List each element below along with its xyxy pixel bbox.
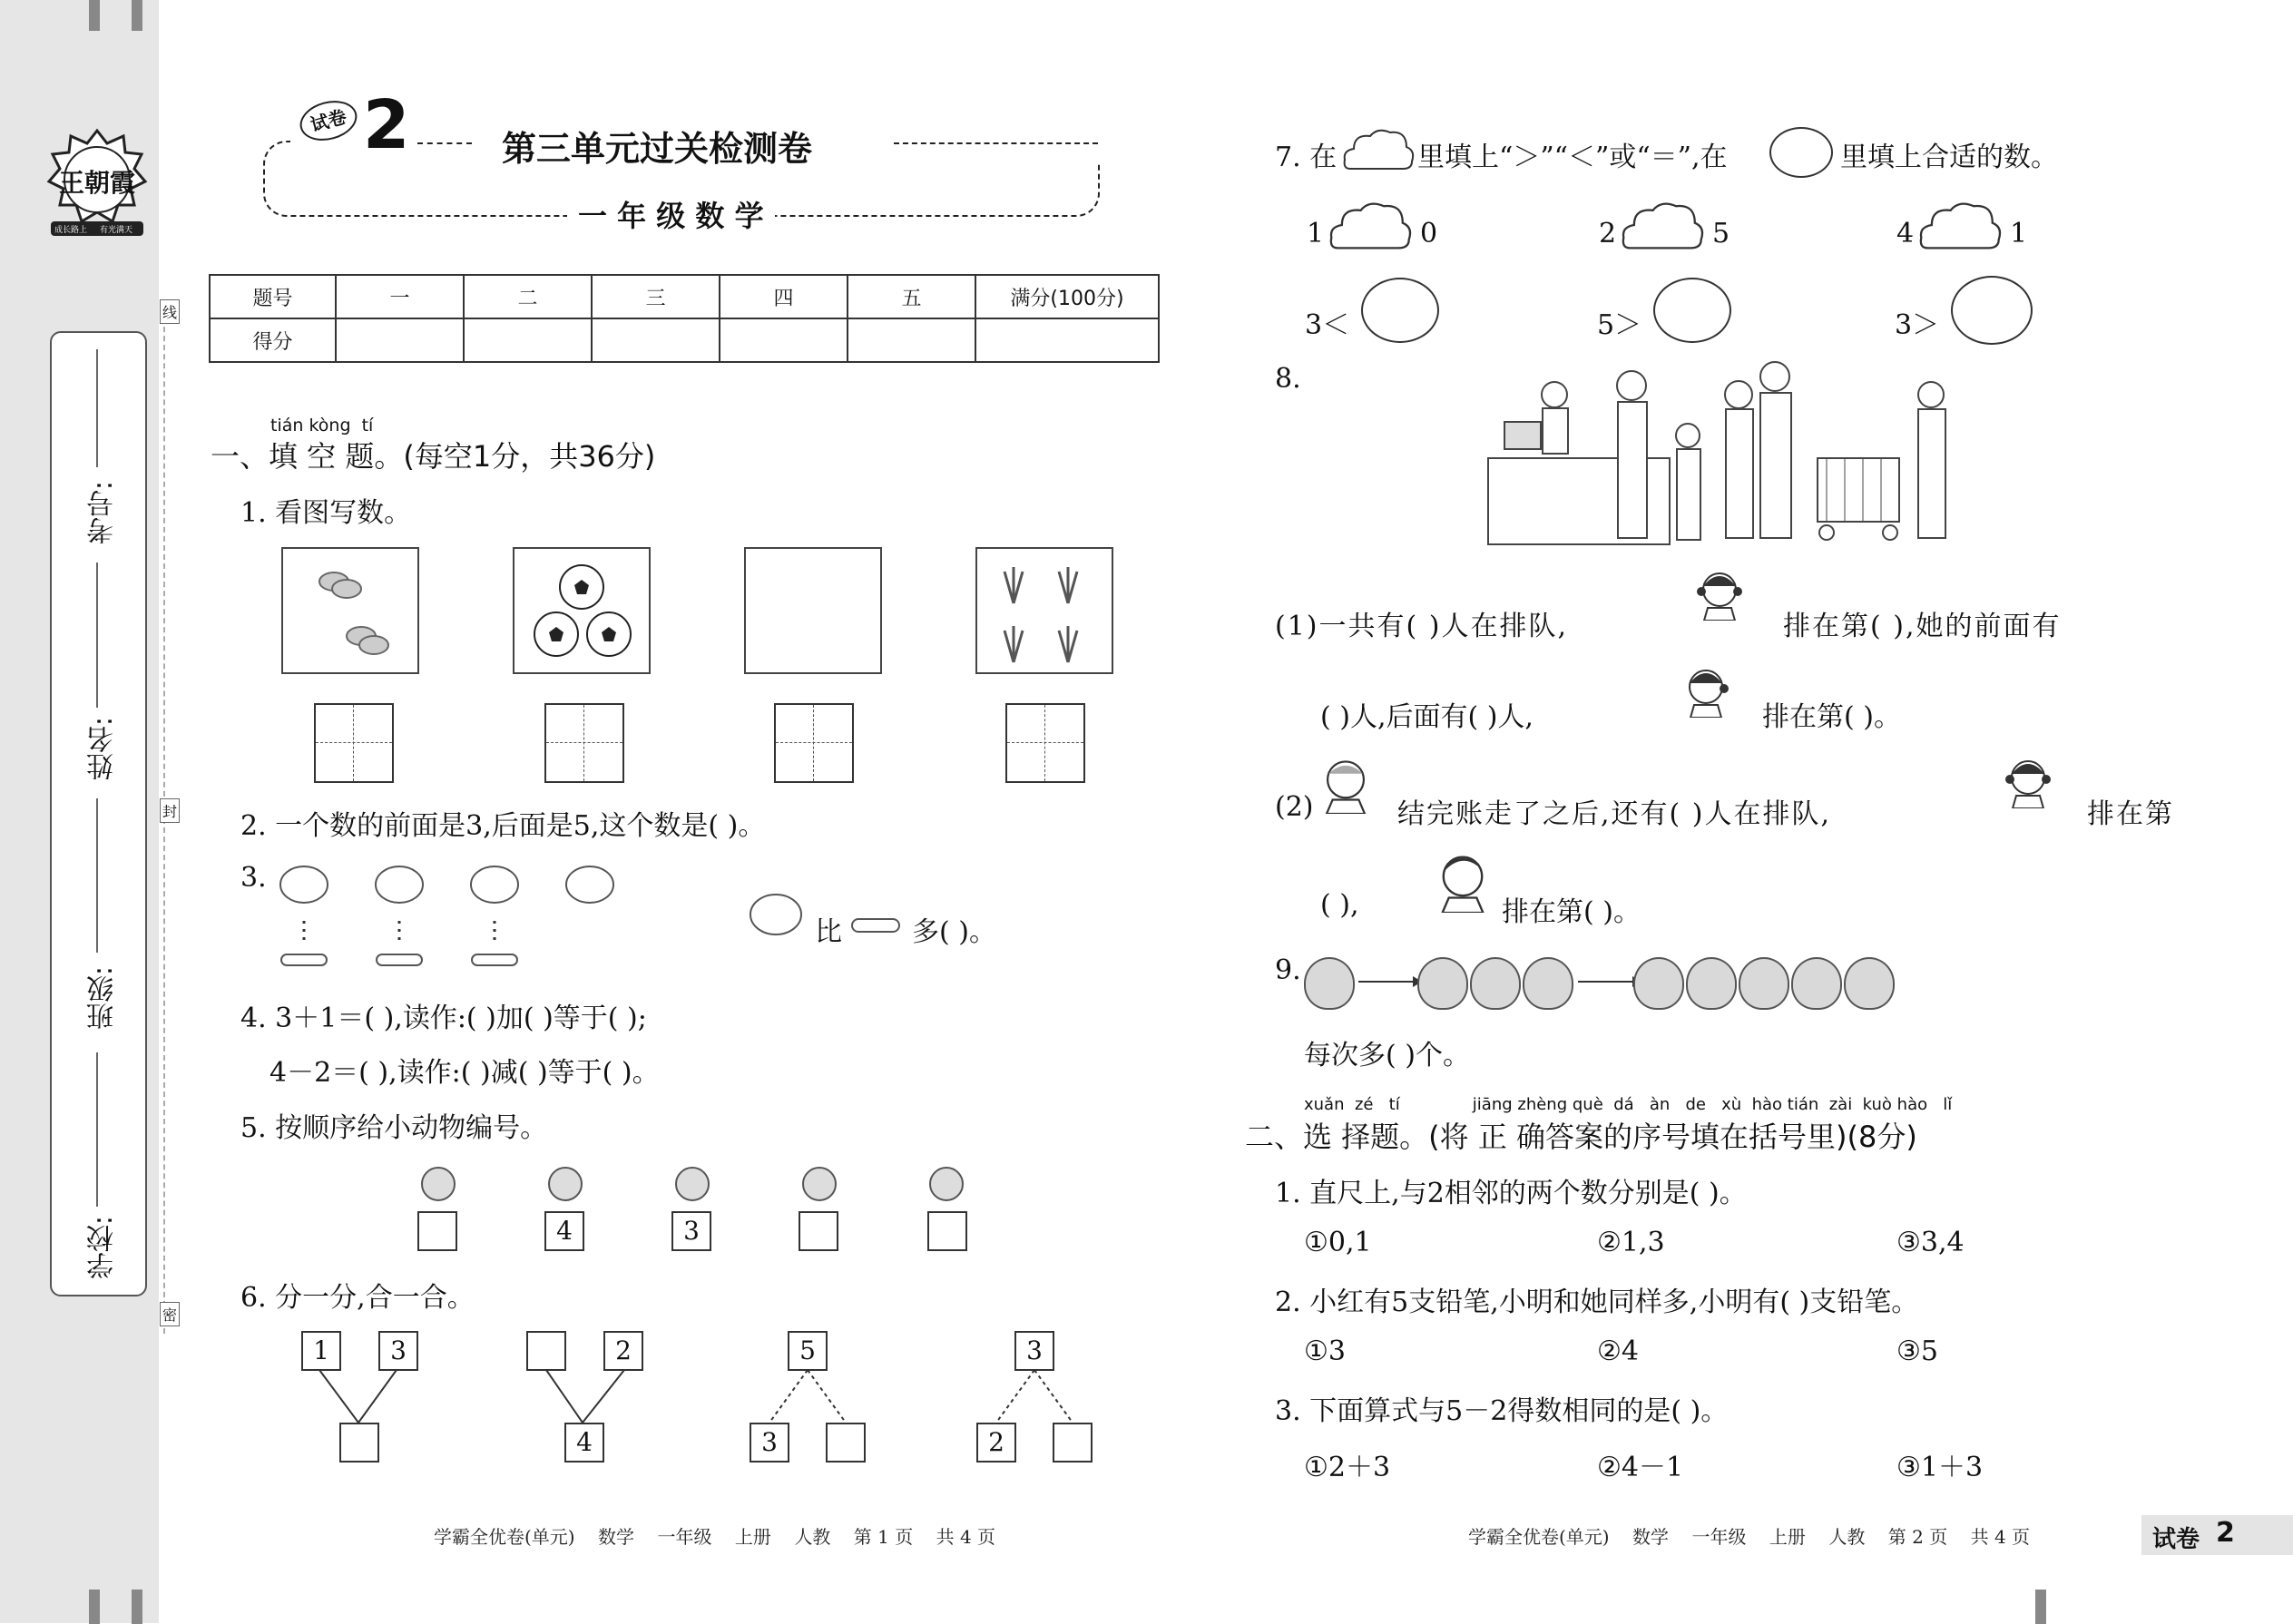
q8-2c: 排在第 xyxy=(2087,798,2174,830)
apple-icon xyxy=(1417,957,1468,1010)
girl-face-icon xyxy=(1683,667,1729,718)
score-cell[interactable] xyxy=(848,318,975,362)
score-col-3: 三 xyxy=(592,275,720,318)
q4-line2: 4－2＝( ),读作:( )减( )等于( )。 xyxy=(269,1057,660,1089)
q8-1b: 排在第( ),她的前面有 xyxy=(1783,611,2062,642)
page-tab-number: 2 xyxy=(2216,1517,2235,1549)
q8-2d: ( ), xyxy=(1320,889,1359,921)
name-label: 姓名: xyxy=(87,717,119,781)
brand-logo xyxy=(44,127,151,243)
class-label: 班级: xyxy=(87,966,119,1031)
apple-icon xyxy=(1523,957,1573,1010)
q7-num: 1 xyxy=(1307,218,1325,249)
footer-left: 学霸全优卷(单元) 数学 一年级 上册 人教 第 1 页 共 4 页 xyxy=(434,1526,996,1548)
answer-grid[interactable] xyxy=(544,703,624,783)
cloud-icon xyxy=(1341,125,1416,172)
empty-picture xyxy=(744,547,882,674)
s2-q1: 1. 直尺上,与2相邻的两个数分别是( )。 xyxy=(1275,1178,1747,1209)
number-box: 4 xyxy=(564,1423,604,1463)
id-field-line[interactable] xyxy=(96,349,98,467)
apple-icon xyxy=(1633,957,1684,1010)
oval-answer[interactable] xyxy=(1951,276,2033,345)
q9-number: 9. xyxy=(1275,954,1301,986)
q8-1a: (1)一共有( )人在排队, xyxy=(1275,611,1568,642)
crop-mark xyxy=(89,1590,100,1624)
q7-expr: 3＞ xyxy=(1895,309,1940,341)
class-field-line[interactable] xyxy=(96,798,98,953)
header-number: 2 xyxy=(363,86,410,164)
id-label: 考号: xyxy=(87,481,119,545)
answer-box[interactable] xyxy=(339,1423,379,1463)
animal-order-box[interactable] xyxy=(417,1211,457,1251)
page-subtitle: 一 年 级 数 学 xyxy=(567,193,775,235)
s2-q3-opt-2[interactable]: ②4－1 xyxy=(1597,1452,1684,1483)
oval-answer[interactable] xyxy=(1361,278,1439,343)
oval-icon xyxy=(1769,127,1833,178)
s2-q1-opt-2[interactable]: ②1,3 xyxy=(1597,1227,1665,1258)
girl-face-icon xyxy=(1697,570,1742,621)
number-box: 3 xyxy=(1014,1331,1054,1371)
number-box: 2 xyxy=(976,1423,1016,1463)
q3-text-a: 比 xyxy=(815,916,842,948)
name-field-line[interactable] xyxy=(96,563,98,708)
q3-text-b: 多( )。 xyxy=(912,916,996,948)
tape-picture xyxy=(281,547,419,674)
s2-q2-opt-2[interactable]: ②4 xyxy=(1597,1335,1639,1367)
score-col-2: 二 xyxy=(464,275,592,318)
s2-q3-opt-1[interactable]: ①2＋3 xyxy=(1304,1452,1391,1483)
q2-text: 2. 一个数的前面是3,后面是5,这个数是( )。 xyxy=(240,810,766,842)
bone-icon xyxy=(848,915,903,940)
crop-mark xyxy=(2035,1590,2046,1624)
score-col-4: 四 xyxy=(720,275,848,318)
number-box: 3 xyxy=(750,1423,789,1463)
animal-order-box[interactable]: 4 xyxy=(544,1211,584,1251)
school-field-line[interactable] xyxy=(96,1052,98,1207)
s2-q3-opt-3[interactable]: ③1＋3 xyxy=(1896,1452,1984,1483)
cut-mark-seal: 封 xyxy=(160,798,180,823)
q5-text: 5. 按顺序给小动物编号。 xyxy=(240,1112,548,1144)
football-picture xyxy=(513,547,651,674)
animal-order-box[interactable]: 3 xyxy=(671,1211,711,1251)
q8-number: 8. xyxy=(1275,363,1301,395)
cut-mark-line: 线 xyxy=(160,299,180,324)
number-box: 3 xyxy=(378,1331,418,1371)
page-tab-label: 试卷 xyxy=(2152,1526,2200,1553)
score-cell[interactable] xyxy=(975,318,1159,362)
q7-num: 0 xyxy=(1420,218,1438,249)
s2-q2: 2. 小红有5支铅笔,小明和她同样多,小明有( )支铅笔。 xyxy=(1275,1286,1919,1318)
apple-icon xyxy=(1739,957,1789,1010)
q9-text: 每次多( )个。 xyxy=(1304,1040,1470,1071)
brand-name: 王朝霞 xyxy=(58,168,135,198)
oval-answer[interactable] xyxy=(1653,278,1731,343)
q7-num: 1 xyxy=(2010,218,2028,249)
q8-1d: 排在第( )。 xyxy=(1762,701,1901,733)
answer-grid[interactable] xyxy=(1005,703,1085,783)
q8-1c: ( )人,后面有( )人, xyxy=(1320,701,1534,733)
crop-mark xyxy=(132,0,142,31)
q8-2e: 排在第( )。 xyxy=(1502,896,1641,928)
cut-mark-secret: 密 xyxy=(160,1302,180,1326)
q4-line1: 4. 3＋1＝( ),读作:( )加( )等于( ); xyxy=(240,1003,647,1034)
dog-icon xyxy=(744,887,808,945)
q8-2a: (2) xyxy=(1275,791,1314,823)
q7-num: 5 xyxy=(1712,218,1730,249)
score-cell[interactable] xyxy=(336,318,464,362)
s2-q1-opt-1[interactable]: ①0,1 xyxy=(1304,1227,1372,1258)
brand-slogan-right: 有光满天 xyxy=(100,226,133,235)
apple-icon xyxy=(1791,957,1842,1010)
score-col-5: 五 xyxy=(848,275,975,318)
number-box: 5 xyxy=(788,1331,828,1371)
q3-number: 3. xyxy=(240,862,267,894)
apple-icon xyxy=(1686,957,1737,1010)
cloud-answer[interactable] xyxy=(1916,198,2004,252)
s2-q1-opt-3[interactable]: ③3,4 xyxy=(1896,1227,1965,1258)
score-row-label: 得分 xyxy=(210,318,336,362)
q6-text: 6. 分一分,合一合。 xyxy=(240,1282,475,1314)
score-col-total: 满分(100分) xyxy=(975,275,1159,318)
page-title: 第三单元过关检测卷 xyxy=(502,129,813,169)
dogs-and-bones xyxy=(272,853,626,975)
animals-row xyxy=(413,1157,994,1211)
arrow-icon xyxy=(1357,971,1422,993)
answer-box[interactable] xyxy=(526,1331,566,1371)
animal-order-box[interactable] xyxy=(799,1211,838,1251)
q7-expr: 5＞ xyxy=(1597,309,1642,341)
q7-text-a: 7. 在 xyxy=(1275,142,1338,173)
score-col-1: 一 xyxy=(336,275,464,318)
q1-text: 1. 看图写数。 xyxy=(240,497,412,529)
header-badge: 试卷 xyxy=(296,94,362,146)
q7-expr: 3＜ xyxy=(1305,309,1350,341)
section2-title: 二、选 择题。(将 正 确答案的序号填在括号里)(8分) xyxy=(1245,1120,1917,1154)
score-cell[interactable] xyxy=(464,318,592,362)
score-col-header: 题号 xyxy=(210,275,336,318)
answer-box[interactable] xyxy=(826,1423,866,1463)
wheat-picture xyxy=(975,547,1113,674)
s2-q2-opt-1[interactable]: ①3 xyxy=(1304,1335,1346,1367)
queue-illustration xyxy=(1486,358,1976,549)
q7-num: 2 xyxy=(1599,218,1617,249)
answer-grid[interactable] xyxy=(774,703,854,783)
crop-mark xyxy=(89,0,100,31)
apple-icon xyxy=(1304,957,1355,1010)
number-box: 1 xyxy=(301,1331,341,1371)
animal-order-box[interactable] xyxy=(927,1211,967,1251)
cloud-answer[interactable] xyxy=(1327,198,1414,252)
score-table xyxy=(209,274,1160,363)
q7-num: 4 xyxy=(1896,218,1915,249)
boy-face-icon xyxy=(1436,853,1490,913)
q8-2b: 结完账走了之后,还有( )人在排队, xyxy=(1397,798,1832,830)
section2-pinyin: xuǎn zé tí jiāng zhèng què dá àn de xù hào tián zài kuò hào lǐ xyxy=(1304,1095,1953,1114)
score-cell[interactable] xyxy=(592,318,720,362)
number-box: 2 xyxy=(603,1331,643,1371)
section1-title: 一、填 空 题。(每空1分，共36分) xyxy=(211,439,656,474)
crop-mark xyxy=(132,1590,142,1624)
school-label: 学校: xyxy=(87,1216,119,1280)
apple-icon xyxy=(1844,957,1895,1010)
apple-icon xyxy=(1470,957,1521,1010)
arrow-icon xyxy=(1576,971,1641,993)
q7-text-b: 里填上“＞”“＜”或“＝”,在 xyxy=(1417,142,1728,173)
section1-pinyin: tián kòng tí xyxy=(270,416,374,435)
q7-text-c: 里填上合适的数。 xyxy=(1840,142,2058,173)
girl-face-icon xyxy=(2005,758,2051,808)
brand-slogan-left: 成长路上 xyxy=(54,226,88,235)
answer-grid[interactable] xyxy=(314,703,394,783)
man-face-icon xyxy=(1320,758,1371,814)
cloud-answer[interactable] xyxy=(1619,198,1706,252)
student-info-panel xyxy=(50,331,147,1296)
answer-box[interactable] xyxy=(1053,1423,1093,1463)
score-cell[interactable] xyxy=(720,318,848,362)
s2-q2-opt-3[interactable]: ③5 xyxy=(1896,1335,1938,1367)
s2-q3: 3. 下面算式与5－2得数相同的是( )。 xyxy=(1275,1395,1729,1427)
footer-right: 学霸全优卷(单元) 数学 一年级 上册 人教 第 2 页 共 4 页 xyxy=(1468,1526,2031,1548)
